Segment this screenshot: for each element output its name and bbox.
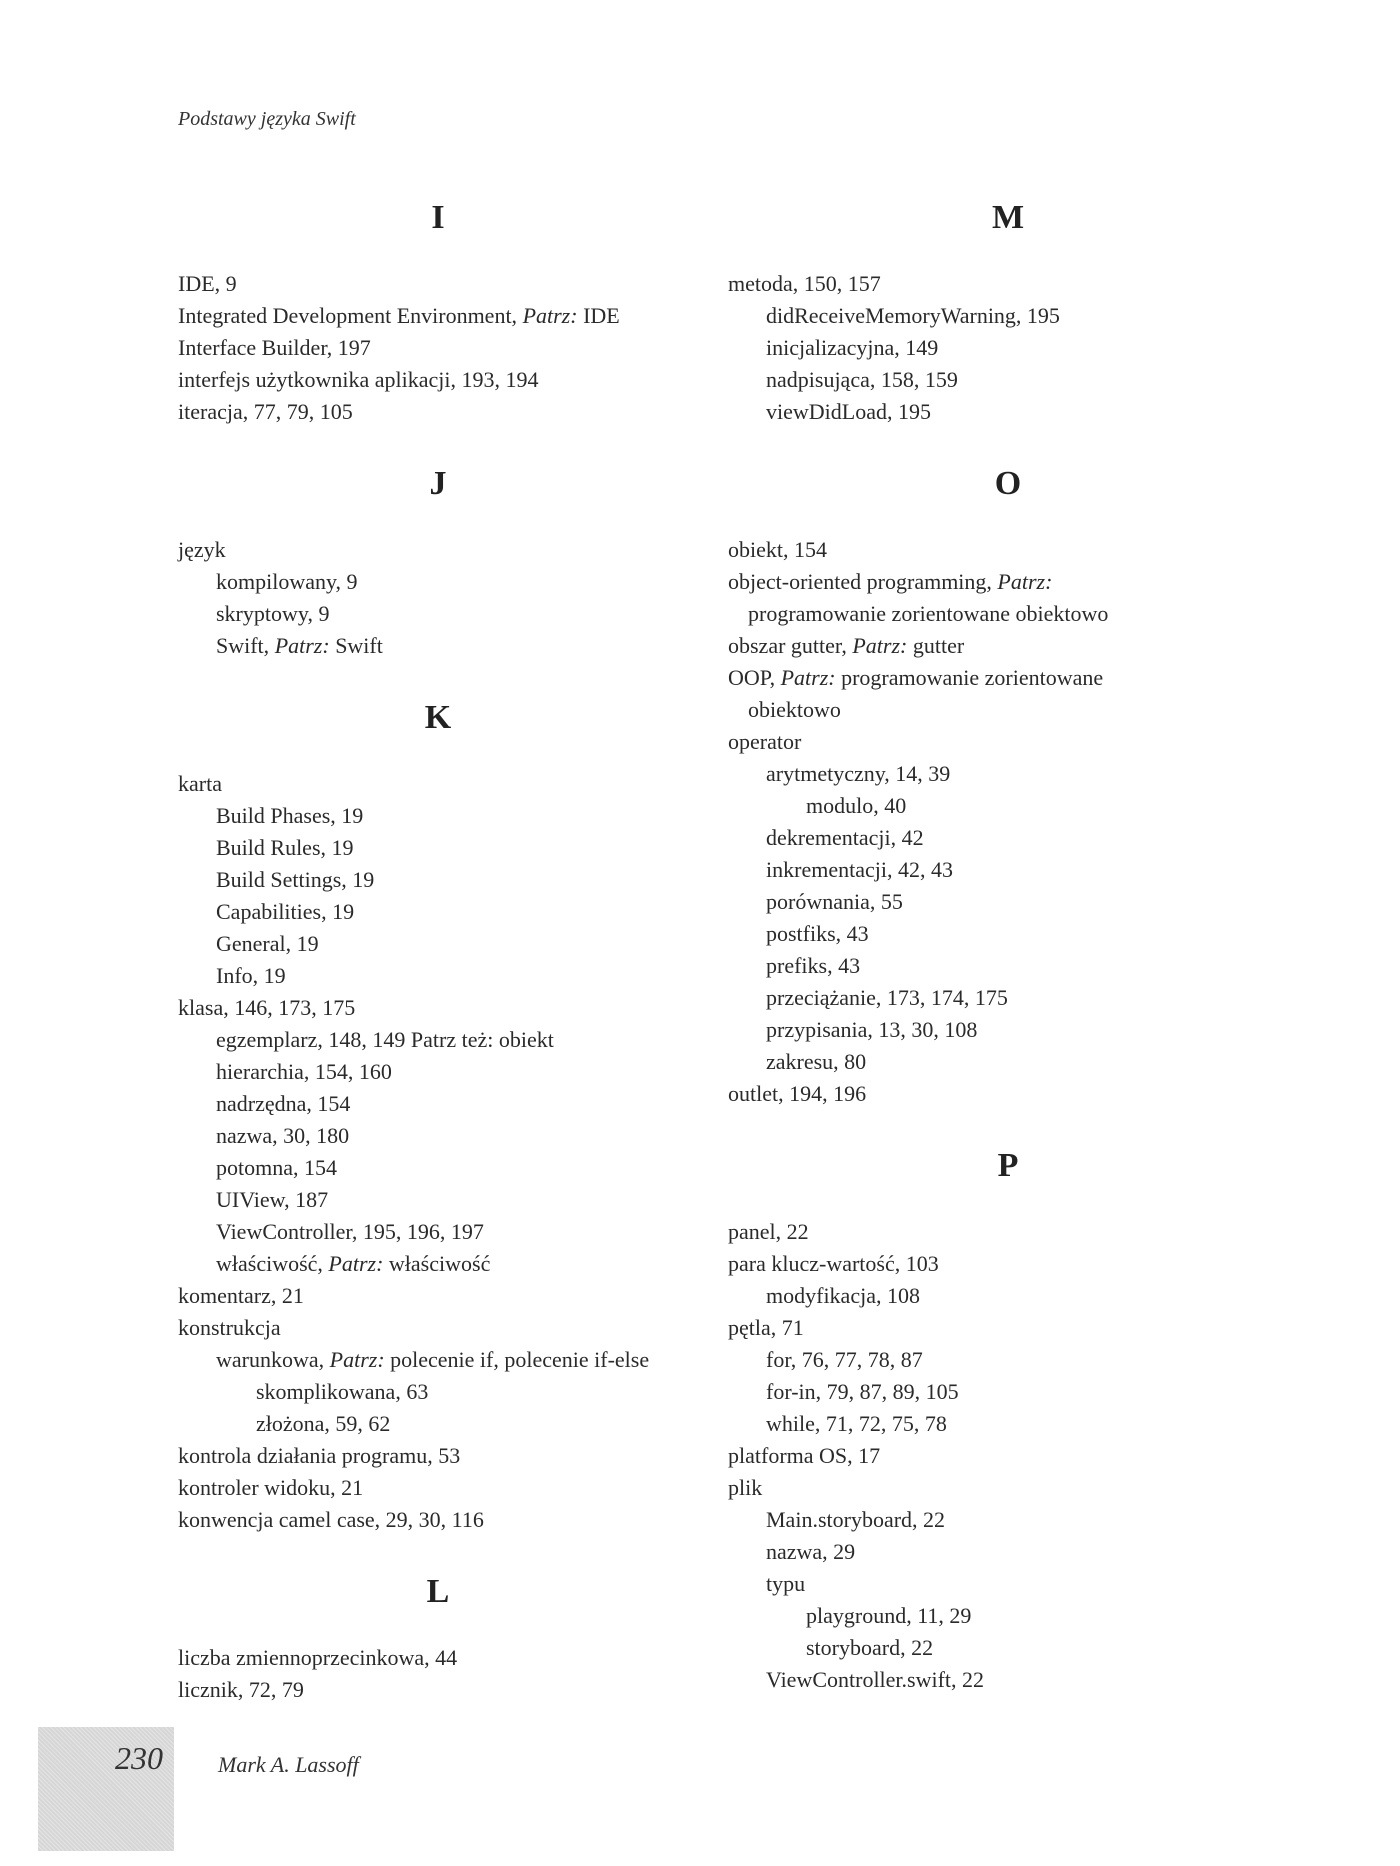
entry-text: postfiks, 43: [766, 921, 869, 946]
see-reference-target: programowanie zorientowane: [835, 665, 1104, 690]
entry-text: dekrementacji, 42: [766, 825, 924, 850]
index-subentry: [728, 364, 1288, 396]
entry-text: nadrzędna, 154: [216, 1091, 351, 1116]
entry-text: inkrementacji, 42, 43: [766, 857, 953, 882]
entry-text: konstrukcja: [178, 1315, 281, 1340]
index-subentry: [178, 1408, 698, 1440]
entry-text: nadpisująca, 158, 159: [766, 367, 958, 392]
see-reference-target: właściwość: [383, 1251, 491, 1276]
index-entry: [728, 1472, 1288, 1504]
see-reference-label: Patrz:: [997, 569, 1053, 594]
index-subentry: [728, 1600, 1288, 1632]
index-entry: [178, 1440, 698, 1472]
index-entry: [728, 662, 1288, 694]
entry-text: typu: [766, 1571, 806, 1596]
index-subentry: [178, 1376, 698, 1408]
entry-text: OOP,: [728, 665, 781, 690]
see-reference-target: gutter: [907, 633, 965, 658]
see-reference-label: Patrz:: [522, 303, 578, 328]
entry-text: właściwość,: [216, 1251, 329, 1276]
index-entry: [728, 268, 1288, 300]
index-subentry: [728, 1504, 1288, 1536]
see-reference-label: Patrz:: [780, 665, 836, 690]
entry-text: zakresu, 80: [766, 1049, 867, 1074]
index-section: [178, 196, 698, 428]
entry-text: obiekt, 154: [728, 537, 827, 562]
entry-text: nazwa, 30, 180: [216, 1123, 350, 1148]
index-subentry: [178, 566, 698, 598]
section-letter: L: [426, 1573, 450, 1610]
page-number: 230: [115, 1740, 163, 1776]
entry-text: ViewController.swift, 22: [766, 1667, 985, 1692]
index-subentry: [178, 1152, 698, 1184]
index-subentry: [728, 982, 1288, 1014]
entry-text: potomna, 154: [216, 1155, 337, 1180]
author-name: Mark A. Lassoff: [218, 1752, 359, 1777]
index-entry: [178, 268, 698, 300]
entry-text: kompilowany, 9: [216, 569, 358, 594]
index-entry: [178, 1312, 698, 1344]
index-subentry: [178, 598, 698, 630]
entry-text: plik: [728, 1475, 763, 1500]
entry-text: for, 76, 77, 78, 87: [766, 1347, 923, 1372]
entry-text: przeciążanie, 173, 174, 175: [766, 985, 1008, 1010]
index-subentry: [178, 1120, 698, 1152]
index-subentry: [178, 800, 698, 832]
index-entry: [728, 1312, 1288, 1344]
entry-text: IDE, 9: [178, 271, 237, 296]
entry-text: porównania, 55: [766, 889, 903, 914]
index-subentry: [178, 1344, 698, 1376]
index-subentry: [178, 928, 698, 960]
entry-text: object-oriented programming,: [728, 569, 998, 594]
index-subentry: [178, 864, 698, 896]
entry-text: para klucz-wartość, 103: [728, 1251, 939, 1276]
entry-text: nazwa, 29: [766, 1539, 856, 1564]
index-entry: [178, 1280, 698, 1312]
section-letter: P: [997, 1147, 1019, 1184]
section-letter: I: [431, 199, 445, 236]
index-entry: [178, 768, 698, 800]
index-section: [178, 462, 698, 662]
entry-text: arytmetyczny, 14, 39: [766, 761, 951, 786]
entry-text: Interface Builder, 197: [178, 335, 371, 360]
index-entry: [728, 1078, 1288, 1110]
index-subentry: [728, 1632, 1288, 1664]
index-subentry: [728, 1046, 1288, 1078]
index-entry: [728, 1440, 1288, 1472]
section-letter: K: [424, 699, 452, 736]
entry-text: playground, 11, 29: [806, 1603, 972, 1628]
entry-text: viewDidLoad, 195: [766, 399, 931, 424]
see-reference-label: Patrz:: [274, 633, 330, 658]
see-reference-target: IDE: [577, 303, 620, 328]
index-entry: [728, 534, 1288, 566]
index-subentry: [728, 1014, 1288, 1046]
entry-text: przypisania, 13, 30, 108: [766, 1017, 978, 1042]
entry-text: karta: [178, 771, 222, 796]
entry-text: operator: [728, 729, 802, 754]
index-entry: [178, 1472, 698, 1504]
see-reference-target: polecenie if, polecenie if-else: [384, 1347, 650, 1372]
entry-text: egzemplarz, 148, 149 Patrz też: obiekt: [216, 1027, 554, 1052]
index-entry: [178, 1504, 698, 1536]
entry-text: warunkowa,: [216, 1347, 330, 1372]
see-reference-label: Patrz:: [328, 1251, 384, 1276]
index-entry: [178, 332, 698, 364]
index-entry-continuation: [728, 694, 1288, 726]
index-subentry: [728, 822, 1288, 854]
index-entry: [178, 300, 698, 332]
index-entry: [728, 630, 1288, 662]
entry-text: obiektowo: [748, 697, 841, 722]
index-column-left: [178, 196, 698, 1740]
index-subentry: [728, 396, 1288, 428]
index-subentry: [178, 630, 698, 662]
index-entry: [178, 364, 698, 396]
index-section: [728, 462, 1288, 1110]
see-reference-label: Patrz:: [852, 633, 908, 658]
entry-text: język: [178, 537, 226, 562]
index-subentry: [728, 854, 1288, 886]
index-subentry: [178, 1024, 698, 1056]
entry-text: panel, 22: [728, 1219, 809, 1244]
index-subentry: [728, 300, 1288, 332]
index-subentry: [728, 1664, 1288, 1696]
entry-text: outlet, 194, 196: [728, 1081, 867, 1106]
index-subentry: [728, 790, 1288, 822]
entry-text: Swift,: [216, 633, 275, 658]
section-letter: M: [991, 199, 1025, 236]
entry-text: didReceiveMemoryWarning, 195: [766, 303, 1060, 328]
entry-text: Info, 19: [216, 963, 286, 988]
see-reference-target: Swift: [329, 633, 383, 658]
entry-text: programowanie zorientowane obiektowo: [748, 601, 1109, 626]
index-subentry: [178, 1088, 698, 1120]
index-entry: [728, 1216, 1288, 1248]
index-subentry: [728, 1408, 1288, 1440]
index-entry: [178, 992, 698, 1024]
entry-text: interfejs użytkownika aplikacji, 193, 194: [178, 367, 539, 392]
entry-text: prefiks, 43: [766, 953, 861, 978]
entry-text: metoda, 150, 157: [728, 271, 881, 296]
entry-text: kontrola działania programu, 53: [178, 1443, 461, 1468]
index-entry-continuation: [728, 598, 1288, 630]
entry-text: komentarz, 21: [178, 1283, 304, 1308]
entry-text: for-in, 79, 87, 89, 105: [766, 1379, 959, 1404]
entry-text: pętla, 71: [728, 1315, 804, 1340]
index-entry: [728, 1248, 1288, 1280]
entry-text: licznik, 72, 79: [178, 1677, 304, 1702]
index-subentry: [728, 1536, 1288, 1568]
entry-text: Main.storyboard, 22: [766, 1507, 946, 1532]
index-subentry: [178, 1248, 698, 1280]
index-subentry: [728, 1344, 1288, 1376]
index-entry: [178, 1674, 698, 1706]
entry-text: inicjalizacyjna, 149: [766, 335, 939, 360]
entry-text: Build Rules, 19: [216, 835, 354, 860]
entry-text: modyfikacja, 108: [766, 1283, 920, 1308]
index-subentry: [728, 1568, 1288, 1600]
entry-text: hierarchia, 154, 160: [216, 1059, 392, 1084]
entry-text: General, 19: [216, 931, 319, 956]
index-subentry: [178, 960, 698, 992]
entry-text: konwencja camel case, 29, 30, 116: [178, 1507, 484, 1532]
entry-text: storyboard, 22: [806, 1635, 934, 1660]
entry-text: obszar gutter,: [728, 633, 853, 658]
section-letter: J: [429, 465, 447, 502]
index-section: [178, 1570, 698, 1706]
entry-text: Capabilities, 19: [216, 899, 355, 924]
entry-text: Build Settings, 19: [216, 867, 375, 892]
index-subentry: [728, 332, 1288, 364]
entry-text: złożona, 59, 62: [256, 1411, 391, 1436]
entry-text: kontroler widoku, 21: [178, 1475, 364, 1500]
index-entry: [178, 396, 698, 428]
index-section: [728, 196, 1288, 428]
entry-text: platforma OS, 17: [728, 1443, 881, 1468]
index-subentry: [178, 1056, 698, 1088]
see-reference-label: Patrz:: [329, 1347, 385, 1372]
index-column-right: [728, 196, 1288, 1730]
entry-text: modulo, 40: [806, 793, 907, 818]
index-subentry: [728, 918, 1288, 950]
section-letter: O: [994, 465, 1022, 502]
running-header: Podstawy języka Swift: [178, 108, 356, 130]
index-subentry: [728, 758, 1288, 790]
index-entry: [728, 726, 1288, 758]
index-entry: [178, 534, 698, 566]
index-section: [728, 1144, 1288, 1696]
entry-text: Integrated Development Environment,: [178, 303, 523, 328]
index-subentry: [178, 1184, 698, 1216]
entry-text: ViewController, 195, 196, 197: [216, 1219, 484, 1244]
index-subentry: [728, 1280, 1288, 1312]
entry-text: skomplikowana, 63: [256, 1379, 429, 1404]
entry-text: klasa, 146, 173, 175: [178, 995, 356, 1020]
index-subentry: [728, 1376, 1288, 1408]
index-section: [178, 696, 698, 1536]
entry-text: while, 71, 72, 75, 78: [766, 1411, 947, 1436]
index-entry: [728, 566, 1288, 598]
index-subentry: [728, 950, 1288, 982]
index-subentry: [178, 832, 698, 864]
entry-text: Build Phases, 19: [216, 803, 364, 828]
entry-text: skryptowy, 9: [216, 601, 330, 626]
entry-text: iteracja, 77, 79, 105: [178, 399, 353, 424]
index-subentry: [178, 896, 698, 928]
index-subentry: [728, 886, 1288, 918]
entry-text: UIView, 187: [216, 1187, 329, 1212]
index-subentry: [178, 1216, 698, 1248]
entry-text: liczba zmiennoprzecinkowa, 44: [178, 1645, 458, 1670]
index-entry: [178, 1642, 698, 1674]
